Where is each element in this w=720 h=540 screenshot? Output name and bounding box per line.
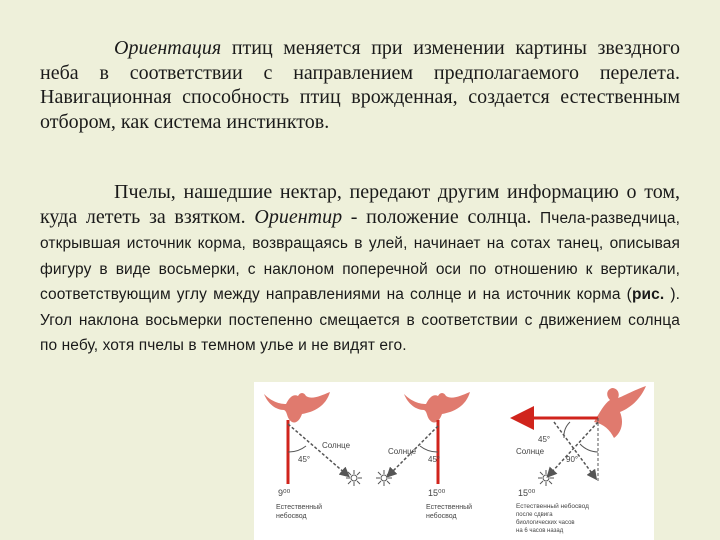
paragraph2-text-a: Пчелы, нашедшие нектар, передают другим информацию о том, куда лететь за взятком. [40,181,680,228]
angle-arc [580,444,598,452]
angle-arc [288,446,306,452]
angle-arc [420,446,438,452]
figure-ref: рис. [631,286,665,303]
sun-label: Солнце [388,447,417,456]
sun-icon [376,470,392,486]
caption-line4: на 6 часов назад [516,528,564,534]
sun-label: Солнце [322,441,351,450]
panel-2 [376,392,472,520]
caption-line1: Естественный [426,504,473,511]
caption-line2: небосвод [276,513,307,520]
caption-line1: Естественный [276,504,323,511]
panel-1 [264,392,362,520]
angle-label: 90° [566,455,579,464]
caption-line2: небосвод [426,513,457,520]
diagram-svg [254,382,654,540]
panel-3 [516,386,646,534]
time-label: 9⁰⁰ [278,488,291,498]
paragraph-bee-information [40,180,680,358]
bird-icon [264,392,330,423]
paragraph1-text: птиц меняется при изменении картины звездного неба в соответствии с направлением предполагаемого перелета. Навигационная способность птиц врожденная, создается естественным отбором, как система инстинктов. [40,37,680,133]
time-label: 15⁰⁰ [428,488,446,498]
bee-dance-text-b: ). Угол наклона восьмерки постепенно смещается в соответствии с движением солнца по небу, хотя пчелы в темном улье и не видят его. [40,286,680,354]
paragraph2-text-b: - положение солнца. [342,205,541,228]
angle-label: 45° [298,455,311,464]
angle-label: 45° [428,455,441,464]
bird-icon [594,386,646,438]
sun-icon [346,470,362,486]
term-orientation: Ориентация [114,37,222,59]
bee-dance-text-a: Пчела-разведчица, открывшая источник корма, возвращаясь в улей, начинает на сотах танец, описывая фигуру в виде восьмерки, с наклоном поперечной оси по отношению к вертикали, соответствующим углу между направлениями на солнце и на источник корма ( [40,209,680,303]
term-landmark: Ориентир [254,205,343,228]
time-label: 15⁰⁰ [518,488,536,498]
bee-dance-diagram [254,382,654,540]
paragraph-bird-orientation [40,36,680,134]
caption-line3: биологических часов [516,520,575,526]
caption-line1: Естественный небосвод [516,503,589,510]
sun-label: Солнце [516,447,545,456]
angle-label-top: 45° [538,435,551,444]
bird-icon [404,392,470,423]
caption-line2: после сдвига [516,512,553,518]
sun-icon [538,470,554,486]
